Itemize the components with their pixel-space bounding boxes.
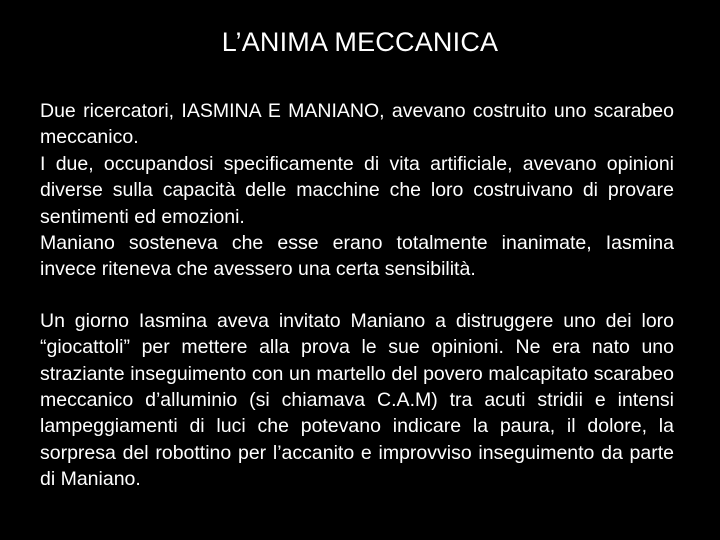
paragraph-opinions: I due, occupandosi specificamente di vita artificiale, avevano opinioni diverse sulla capacità delle macchine che loro costruivano di provare sentimenti ed emozioni.	[40, 152, 674, 228]
paragraph-intro: Due ricercatori, IASMINA E MANIANO, avevano costruito uno scarabeo meccanico.	[40, 100, 674, 149]
slide-title: L’ANIMA MECCANICA	[221, 27, 499, 57]
paragraph-story: Un giorno Iasmina aveva invitato Maniano a distruggere uno dei loro “giocattoli” per mettere alla prova le sue opinioni. Ne era nato uno straziante inseguimento con un martello del povero malcapitato scarabeo meccanico d’alluminio (si chiamava C.A.M) tra acuti stridii e intensi lampeggiamenti di luci che potevano indicare la paura, il dolore, la sorpresa del robottino per l’accanito e improvviso inseguimento da parte di Maniano.	[40, 309, 674, 491]
paragraph-positions: Maniano sosteneva che esse erano totalmente inanimate, Iasmina invece riteneva che avessero una certa sensibilità.	[40, 232, 674, 281]
slide-body	[40, 98, 674, 493]
